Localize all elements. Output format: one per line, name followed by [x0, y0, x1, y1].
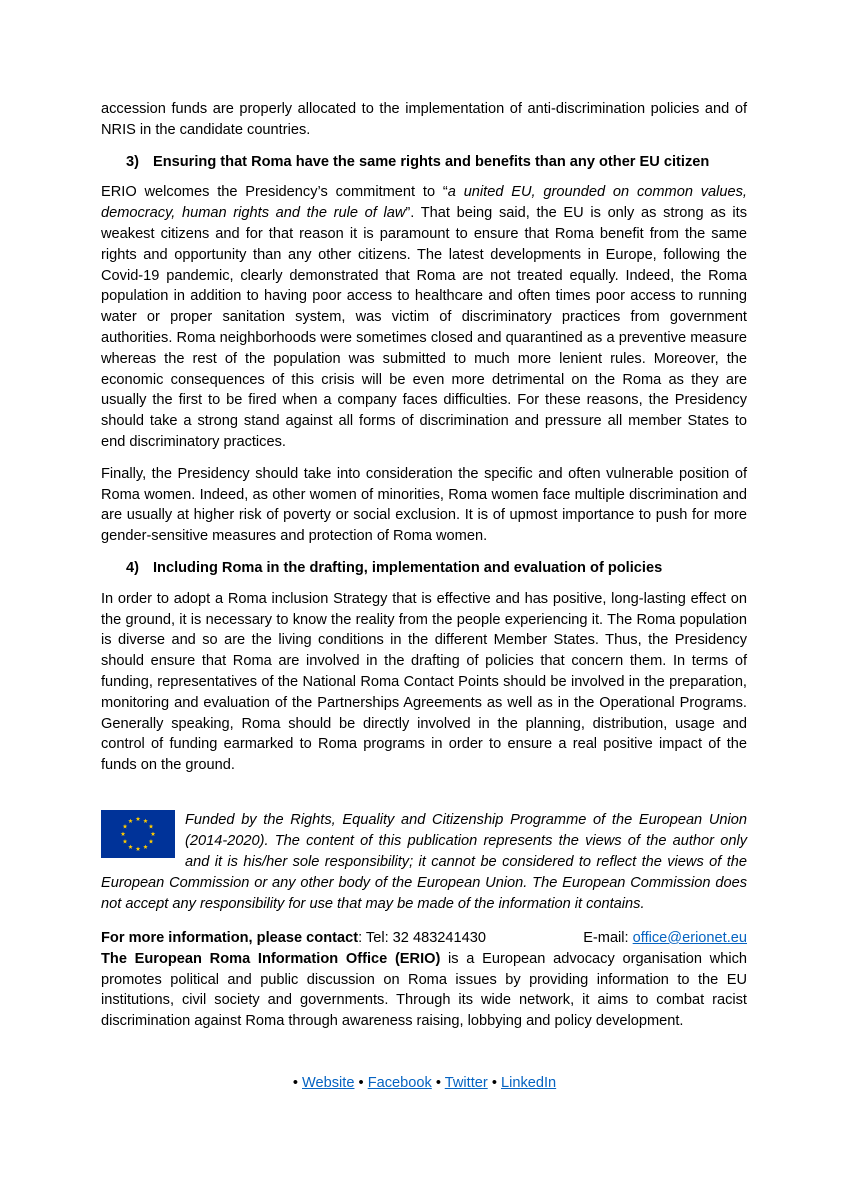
bullet-separator: •	[435, 1075, 441, 1091]
funding-disclaimer	[101, 810, 747, 915]
contact-label: For more information, please contact	[101, 929, 359, 946]
section-4-number: 4)	[126, 559, 139, 576]
contact-phone	[101, 928, 486, 949]
contact-email	[583, 928, 747, 949]
section-4-heading	[101, 558, 747, 579]
email-link[interactable]: office@erionet.eu	[632, 929, 747, 946]
section-3-paragraph-1	[101, 182, 747, 452]
document-page	[101, 99, 747, 1043]
erio-name: The European Roma Information Office (ERIO)	[101, 950, 441, 967]
section-4-title: Including Roma in the drafting, implementation and evaluation of policies	[153, 559, 663, 576]
funding-text: Funded by the Rights, Equality and Citizenship Programme of the European Union (2014-2020). The content of this publication represents the views of the author only and it is his/her sole responsibility; it cannot be considered to reflect the views of the European Commission or any other body of the European Union. The European Commission does not accept any responsibility for use that may be made of the information it contains.	[101, 811, 747, 912]
bullet-separator: •	[292, 1075, 298, 1091]
section-3-p1-start: ERIO welcomes the Presidency’s commitment to “	[101, 184, 448, 201]
website-link[interactable]: Website	[302, 1075, 355, 1091]
erio-description: is a European advocacy organisation which promotes political and public discussion on Roma issues by providing information to the EU institutions, civil society and governments. Through its wide network, it aims to combat racist discrimination against Roma through awareness raising, lobbying and policy development.	[101, 950, 747, 1030]
twitter-link[interactable]: Twitter	[444, 1075, 488, 1091]
social-links	[0, 1073, 849, 1093]
section-3-heading	[101, 152, 747, 173]
eu-flag-icon	[101, 810, 175, 858]
facebook-link[interactable]: Facebook	[367, 1075, 432, 1091]
email-label: E-mail:	[583, 929, 633, 946]
bullet-separator: •	[358, 1075, 364, 1091]
section-3-title: Ensuring that Roma have the same rights and benefits than any other EU citizen	[153, 153, 710, 170]
presidency-quote: a united EU, grounded on common values, democracy, human rights and the rule of law	[101, 184, 747, 222]
section-3-paragraph-2: Finally, the Presidency should take into consideration the specific and often vulnerable position of Roma women. Indeed, as other women of minorities, Roma women face multiple discrimination and are usually at higher risk of poverty or social exclusion. It is of upmost importance to push for more gender-sensitive measures and protection of Roma women.	[101, 465, 747, 545]
intro-paragraph: accession funds are properly allocated to the implementation of anti-discrimination policies and of NRIS in the candidate countries.	[101, 101, 747, 138]
section-4-paragraph-1: In order to adopt a Roma inclusion Strategy that is effective and has positive, long-lasting effect on the ground, it is necessary to know the reality from the people experiencing it. The Roma population is diverse and so are the living conditions in the different Member States. Thus, the Presidency should ensure that Roma are involved in the drafting of policies that concern them. In terms of funding, representatives of the National Roma Contact Points should be involved in the preparation, monitoring and evaluation of the Partnerships Agreements as well as in the Operational Programs. Generally speaking, Roma should be directly involved in the planning, distribution, usage and control of funding earmarked to Roma programs in order to ensure a real positive impact of the funds on the ground.	[101, 590, 747, 774]
linkedin-link[interactable]: LinkedIn	[500, 1075, 557, 1091]
section-3-number: 3)	[126, 153, 139, 170]
bullet-separator: •	[491, 1075, 497, 1091]
contact-line	[101, 928, 747, 949]
section-3-p1-rest: ”. That being said, the EU is only as strong as its weakest citizens and for that reason it is paramount to ensure that Roma benefit from the same rights and opportunity than any other citizens. The latest developments in Europe, following the Covid-19 pandemic, clearly demonstrated that Roma are not treated equally. Indeed, the Roma population in addition to having poor access to healthcare and often times poor access to running water or proper sanitation system, was victim of discriminatory practices from government authorities. Roma neighborhoods were sometimes closed and quarantined as a preventive measure whereas the rest of the population was submitted to much more lenient rules. Moreover, the economic consequences of this crisis will be even more detrimental on the Roma as they are usually the first to be fired when a company faces difficulties. For these reasons, the Presidency should take a strong stand against all forms of discrimination and pressure all member States to end discriminatory practices.	[101, 205, 747, 450]
contact-tel: : Tel: 32 483241430	[358, 929, 487, 946]
about-erio	[101, 949, 747, 1032]
